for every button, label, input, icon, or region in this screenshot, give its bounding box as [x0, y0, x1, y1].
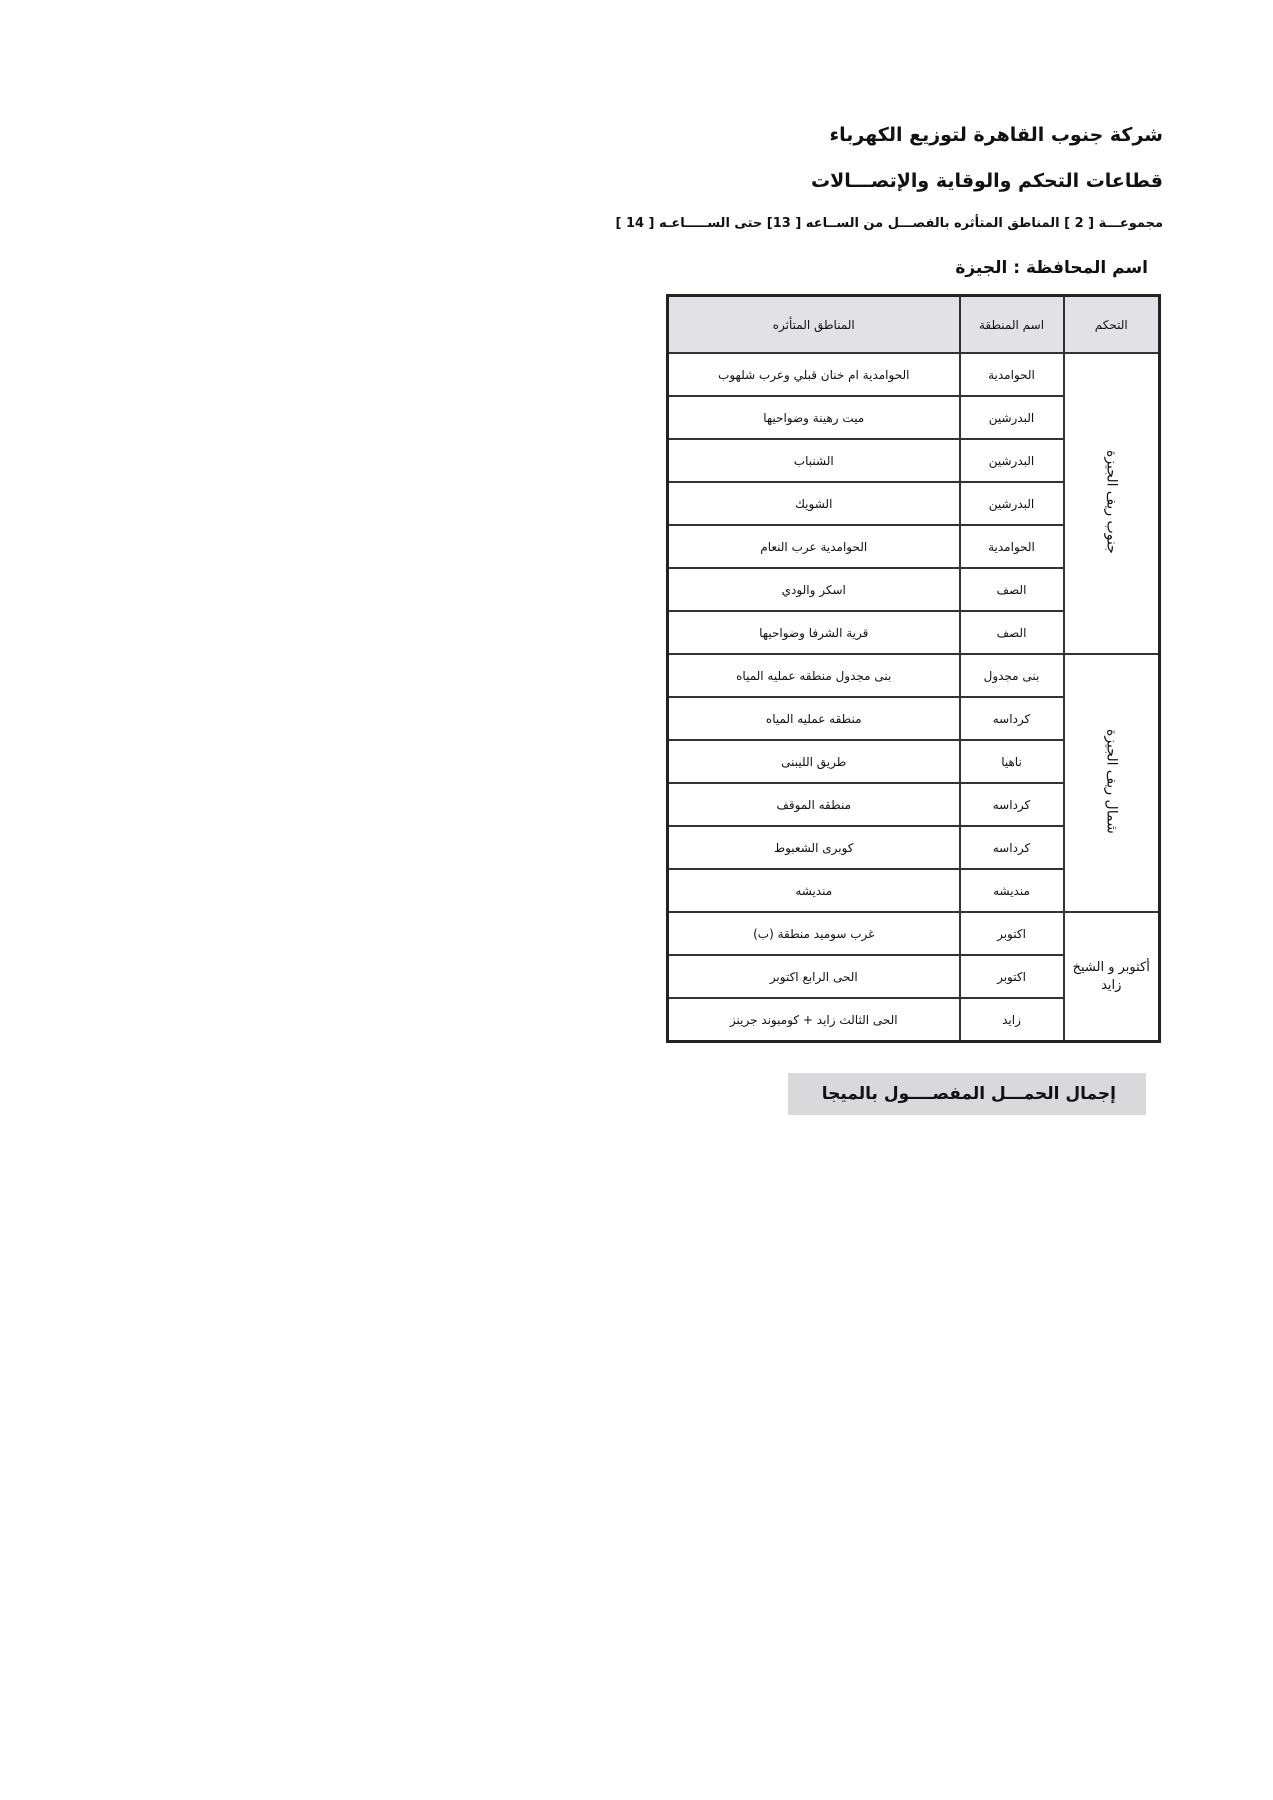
affected-area-cell: منطقه عمليه المياه — [668, 697, 960, 740]
group-schedule-line: مجموعـــة [ 2 ] المناطق المتأثره بالفصـــل من الســاعه [ 13] حتى الســـــاعـه [ 14 ] — [615, 216, 1163, 231]
area-name-cell: الحوامدية — [960, 525, 1064, 568]
affected-area-cell: الحى الرابع اكتوبر — [668, 955, 960, 998]
header-control: التحكم — [1064, 296, 1160, 354]
table-row — [668, 912, 1160, 955]
table-row — [668, 654, 1160, 697]
area-name-cell: الحوامدية — [960, 353, 1064, 396]
affected-area-cell: طريق الليبنى — [668, 740, 960, 783]
area-name-cell: اكتوبر — [960, 955, 1064, 998]
area-name-cell: البدرشين — [960, 482, 1064, 525]
affected-area-cell: كوبرى الشعبوط — [668, 826, 960, 869]
affected-area-cell: الشويك — [668, 482, 960, 525]
company-name: شركة جنوب القاهرة لتوزيع الكهرباء — [829, 124, 1163, 146]
affected-area-cell: الحى الثالث زايد + كومبوند جرينز — [668, 998, 960, 1042]
affected-area-cell: بنى مجدول منطقه عمليه المياه — [668, 654, 960, 697]
total-disconnected-load-label: إجمال الحمـــل المفصــــول بالميجا — [788, 1073, 1146, 1115]
governorate-label: اسم المحافظة : الجيزة — [955, 258, 1148, 278]
affected-area-cell: اسكر والودي — [668, 568, 960, 611]
affected-area-cell: الشنباب — [668, 439, 960, 482]
area-name-cell: زايد — [960, 998, 1064, 1042]
affected-area-cell: ميت رهينة وضواحيها — [668, 396, 960, 439]
area-name-cell: ناهيا — [960, 740, 1064, 783]
area-name-cell: كرداسه — [960, 783, 1064, 826]
control-label: جنوب ريف الجيزة — [1103, 449, 1120, 554]
area-name-cell: البدرشين — [960, 439, 1064, 482]
affected-area-cell: منطقه الموقف — [668, 783, 960, 826]
control-cell-october-zayed — [1064, 912, 1160, 1042]
control-cell-south-giza — [1064, 353, 1160, 654]
affected-area-cell: قرية الشرفا وضواحيها — [668, 611, 960, 654]
control-cell-north-giza — [1064, 654, 1160, 912]
area-name-cell: اكتوبر — [960, 912, 1064, 955]
affected-area-cell: منديشه — [668, 869, 960, 912]
affected-areas-table — [666, 294, 1161, 1043]
area-name-cell: كرداسه — [960, 697, 1064, 740]
area-name-cell: الصف — [960, 568, 1064, 611]
affected-area-cell: الحوامدية عرب النعام — [668, 525, 960, 568]
area-name-cell: كرداسه — [960, 826, 1064, 869]
header-affected-areas: المناطق المتأثره — [668, 296, 960, 354]
header-area-name: اسم المنطقة — [960, 296, 1064, 354]
control-label: أكتوبر و الشيخ زايد — [1072, 959, 1150, 993]
area-name-cell: الصف — [960, 611, 1064, 654]
sector-name: قطاعات التحكم والوقاية والإتصـــالات — [811, 170, 1163, 192]
area-name-cell: البدرشين — [960, 396, 1064, 439]
area-name-cell: بنى مجدول — [960, 654, 1064, 697]
table-header-row — [668, 296, 1160, 354]
affected-area-cell: غرب سوميد منطقة (ب) — [668, 912, 960, 955]
control-label: شمال ريف الجيزة — [1103, 728, 1120, 834]
area-name-cell: منديشه — [960, 869, 1064, 912]
affected-area-cell: الحوامدية ام خنان قبلي وعرب شلهوب — [668, 353, 960, 396]
table-row — [668, 353, 1160, 396]
